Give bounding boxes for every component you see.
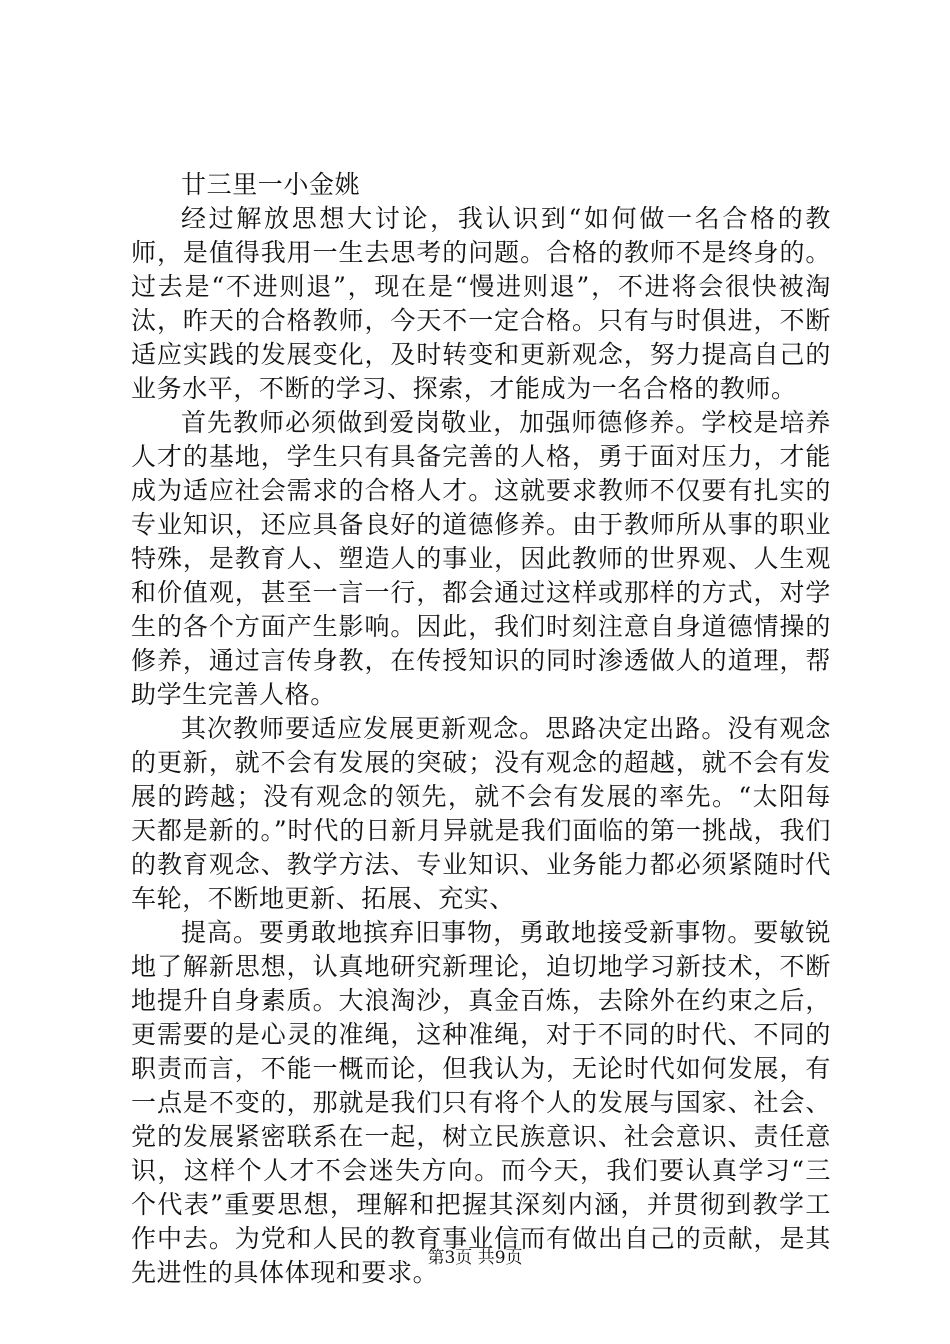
author-line: 廿三里一小金姚 <box>181 170 361 199</box>
paragraph-intro: 经过解放思想大讨论，我认识到“如何做一名合格的教师，是值得我用一生去思考的问题。合格的教师不是终身的。过去是“不进则退”，现在是“慢进则退”，不进将会很快被淘汰，昨天的合格教师，今天不一定合格。只有与时俱进，不断适应实践的发展变化，及时转变和更新观念，努力提高自己的业务水平，不断的学习、探索，才能成为一名合格的教师。 <box>131 204 831 403</box>
paragraph-improvement: 提高。要勇敢地摈弃旧事物，勇敢地接受新事物。要敏锐地了解新思想，认真地研究新理论，迫切地学习新技术，不断地提升自身素质。大浪淘沙，真金百炼，去除外在约束之后，更需要的是心灵的准绳，这种准绳，对于不同的时代、不同的职责而言，不能一概而论，但我认为，无论时代如何发展，有一点是不变的，那就是我们只有将个人的发展与国家、社会、党的发展紧密联系在一起，树立民族意识、社会意识、责任意识，这样个人才不会迷失方向。而今天，我们要认真学习“三个代表”重要思想，理解和把握其深刻内涵，并贯彻到教学工作中去。为党和人民的教育事业信而有做出自己的贡献，是其先进性的具体体现和要求。 <box>131 918 831 1287</box>
document-body <box>131 168 831 1290</box>
page-number-footer: 第3页 共9页 <box>427 1248 523 1268</box>
paragraph-ethics: 首先教师必须做到爱岗敬业，加强师德修养。学校是培养人才的基地，学生只有具备完善的人格，勇于面对压力，才能成为适应社会需求的合格人才。这就要求教师不仅要有扎实的专业知识，还应具备良好的道德修养。由于教师所从事的职业特殊，是教育人、塑造人的事业，因此教师的世界观、人生观和价值观，甚至一言一行，都会通过这样或那样的方式，对学生的各个方面产生影响。因此，我们时刻注意自身道德情操的修养，通过言传身教，在传授知识的同时渗透做人的道理，帮助学生完善人格。 <box>131 408 831 709</box>
paragraph-concepts: 其次教师要适应发展更新观念。思路决定出路。没有观念的更新，就不会有发展的突破；没有观念的超越，就不会有发展的跨越；没有观念的领先，就不会有发展的率先。“太阳每天都是新的。”时代的日新月异就是我们面临的第一挑战，我们的教育观念、教学方法、专业知识、业务能力都必须紧随时代车轮，不断地更新、拓展、充实、 <box>131 714 831 913</box>
